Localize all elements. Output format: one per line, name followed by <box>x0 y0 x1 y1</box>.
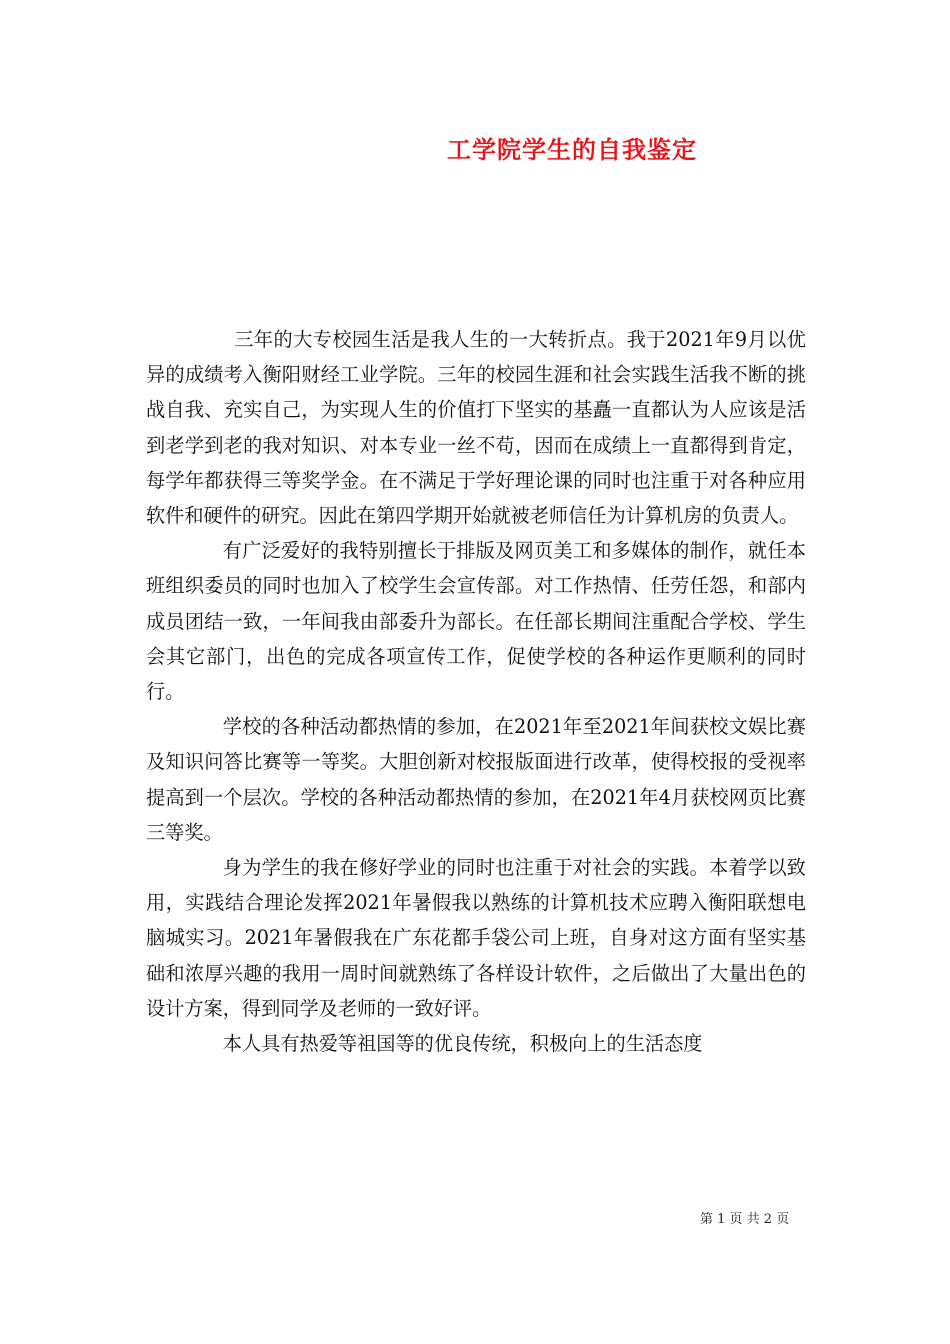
paragraph-1: 三年的大专校园生活是我人生的一大转折点。我于2021年9月以优异的成绩考入衡阳财经工业学院。三年的校园生涯和社会实践生活我不断的挑战自我、充实自己，为实现人生的价值打下坚实的基矗一直都认为人应该是活到老学到老的我对知识、对本专业一丝不苟，因而在成绩上一直都得到肯定，每学年都获得三等奖学金。在不满足于学好理论课的同时也注重于对各种应用软件和硬件的研究。因此在第四学期开始就被老师信任为计算机房的负责人。 <box>146 328 806 528</box>
document-title: 工学院学生的自我鉴定 <box>447 135 697 164</box>
paragraph-4: 身为学生的我在修好学业的同时也注重于对社会的实践。本着学以致用，实践结合理论发挥2021年暑假我以熟练的计算机技术应聘入衡阳联想电脑城实习。2021年暑假我在广东花都手袋公司上班，自身对这方面有坚实基础和浓厚兴趣的我用一周时间就熟练了各样设计软件，之后做出了大量出色的设计方案，得到同学及老师的一致好评。 <box>146 856 806 1020</box>
page-number-footer: 第 1 页 共 2 页 <box>700 1212 790 1227</box>
paragraph-3: 学校的各种活动都热情的参加，在2021年至2021年间获校文娱比赛及知识问答比赛等一等奖。大胆创新对校报版面进行改革，使得校报的受视率提高到一个层次。学校的各种活动都热情的参加，在2021年4月获校网页比赛三等奖。 <box>146 715 806 844</box>
paragraph-5: 本人具有热爱等祖国等的优良传统，积极向上的生活态度 <box>222 1032 703 1056</box>
document-body <box>146 322 806 1061</box>
paragraph-2: 有广泛爱好的我特别擅长于排版及网页美工和多媒体的制作，就任本班组织委员的同时也加入了校学生会宣传部。对工作热情、任劳任怨，和部内成员团结一致，一年间我由部委升为部长。在任部长期间注重配合学校、学生会其它部门，出色的完成各项宣传工作，促使学校的各种运作更顺利的同时行。 <box>146 539 806 704</box>
